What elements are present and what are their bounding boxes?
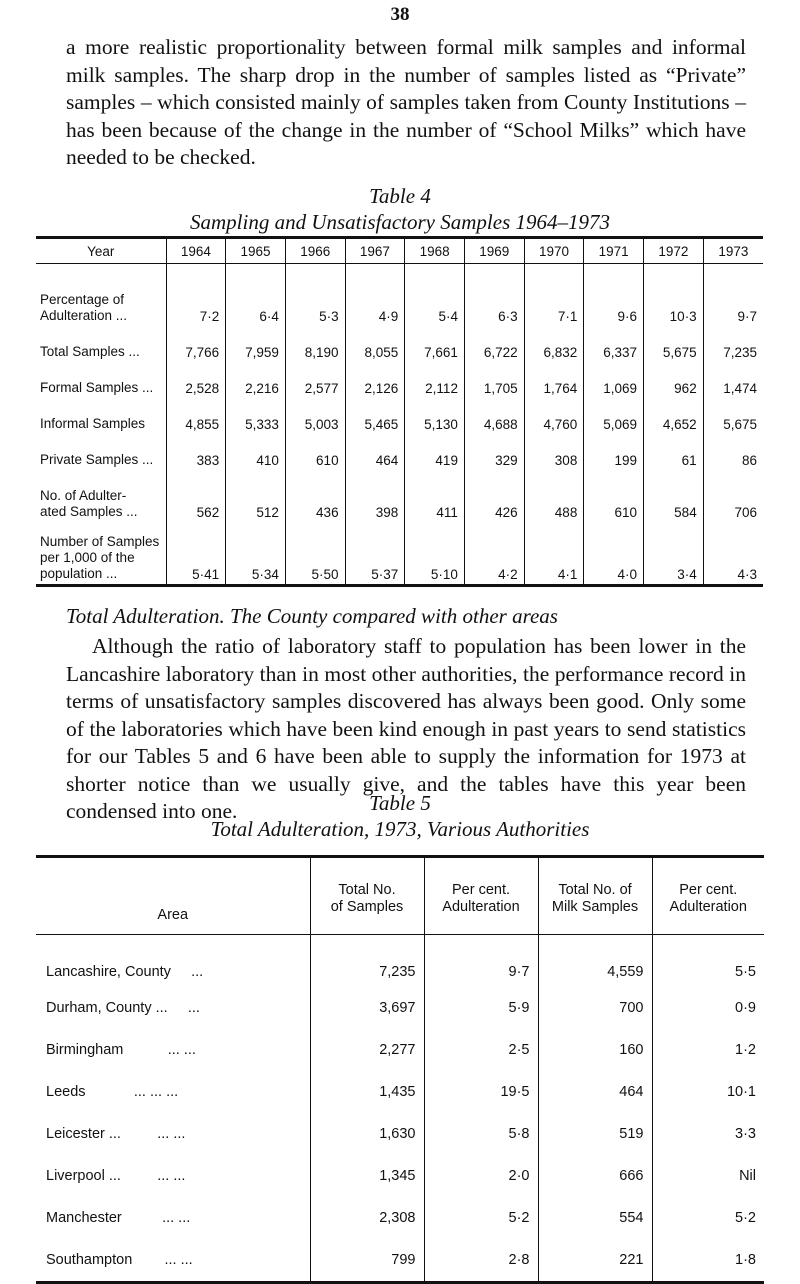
table4-cell: 1,069: [584, 362, 644, 398]
table5-area: Durham, County ... ...: [46, 1000, 200, 1016]
table5-area: Leicester ... ... ...: [46, 1126, 186, 1142]
table4-cell: 3·4: [644, 522, 704, 586]
table4-cell: 86: [703, 434, 763, 470]
table5-caption-subtitle: Total Adulteration, 1973, Various Authorities: [210, 817, 590, 841]
table5-milk: 666: [538, 1155, 652, 1197]
table5-header-area: Area: [36, 857, 310, 935]
table5-milk: 519: [538, 1113, 652, 1155]
table4-cell: 436: [285, 470, 345, 522]
table4: [36, 236, 763, 587]
table5-header-percent-adulteration: Per cent. Adulteration: [424, 857, 538, 935]
table-row: [36, 1029, 764, 1071]
table4-row-label: Informal Samples: [40, 415, 146, 431]
table4-cell: 4,760: [524, 398, 584, 434]
table4-cell: 5,675: [703, 398, 763, 434]
table5-total: 1,435: [310, 1071, 424, 1113]
table4-cell: 5,675: [644, 326, 704, 362]
table5-total: 1,630: [310, 1113, 424, 1155]
table5-milk-pct: Nil: [652, 1155, 764, 1197]
table5-total: 2,308: [310, 1197, 424, 1239]
table4-row-label: Percentage of Adulteration ...: [40, 291, 128, 323]
table4-cell: 6,722: [464, 326, 524, 362]
table4-year-cell: 1966: [285, 238, 345, 264]
table5-total: 3,697: [310, 987, 424, 1029]
table5-area: Lancashire, County ...: [46, 964, 204, 980]
table4-cell: 962: [644, 362, 704, 398]
table4-cell: 7·1: [524, 264, 584, 326]
table4-cell: 8,055: [345, 326, 405, 362]
table4-cell: 8,190: [285, 326, 345, 362]
table-row: [36, 1197, 764, 1239]
table4-year-cell: 1970: [524, 238, 584, 264]
table5-pct: 5·8: [424, 1113, 538, 1155]
table5-pct: 5·2: [424, 1197, 538, 1239]
table4-cell: 308: [524, 434, 584, 470]
table5-pct: 2·8: [424, 1239, 538, 1283]
table4-cell: 410: [226, 434, 286, 470]
table5-milk: 160: [538, 1029, 652, 1071]
table4-cell: 610: [285, 434, 345, 470]
table4-cell: 2,528: [166, 362, 226, 398]
table4-cell: 5·41: [166, 522, 226, 586]
table4-cell: 1,474: [703, 362, 763, 398]
table-row: [36, 326, 763, 362]
table5-milk-pct: 5·2: [652, 1197, 764, 1239]
table4-cell: 5,069: [584, 398, 644, 434]
table5-area: Southampton ... ...: [36, 1239, 310, 1283]
table4-cell: 398: [345, 470, 405, 522]
table4-row-label: Private Samples ...: [40, 451, 154, 467]
table4-cell: 2,216: [226, 362, 286, 398]
table4-cell: 512: [226, 470, 286, 522]
table4-cell: 383: [166, 434, 226, 470]
table5-total: 799: [310, 1239, 424, 1283]
table4-cell: 5,003: [285, 398, 345, 434]
table4-cell: 419: [405, 434, 465, 470]
table5-pct: 2·0: [424, 1155, 538, 1197]
table4-cell: 7,661: [405, 326, 465, 362]
table4-year-cell: 1964: [166, 238, 226, 264]
table4-cell: 7,766: [166, 326, 226, 362]
table4-cell: 610: [584, 470, 644, 522]
table4-cell: 329: [464, 434, 524, 470]
table4-cell: 584: [644, 470, 704, 522]
table4-cell: 426: [464, 470, 524, 522]
table-row: [36, 264, 763, 326]
table4-cell: 10·3: [644, 264, 704, 326]
table4-cell: 5·3: [285, 264, 345, 326]
table5-area: Birmingham ... ...: [46, 1042, 196, 1058]
table5-milk: 221: [538, 1239, 652, 1283]
table4-cell: 4·2: [464, 522, 524, 586]
table5-caption-title: Table 5: [369, 791, 431, 815]
table-row: [36, 522, 763, 586]
table5-total: 2,277: [310, 1029, 424, 1071]
table4-year-cell: 1972: [644, 238, 704, 264]
table5-milk: 700: [538, 987, 652, 1029]
table5-area: Liverpool ... ... ...: [46, 1168, 186, 1184]
table4-year-cell: 1973: [703, 238, 763, 264]
table5-pct: 19·5: [424, 1071, 538, 1113]
table5-header-row: [36, 857, 764, 935]
table4-cell: 464: [345, 434, 405, 470]
table5-milk: 464: [538, 1071, 652, 1113]
table4-cell: 7,235: [703, 326, 763, 362]
table4-cell: 5·50: [285, 522, 345, 586]
table4-cell: 2,577: [285, 362, 345, 398]
table4-cell: 6,337: [584, 326, 644, 362]
table4-cell: 2,126: [345, 362, 405, 398]
table5-milk-pct: 5·5: [652, 935, 764, 988]
table4-year-header: Year: [36, 238, 166, 264]
table-row: [36, 987, 764, 1029]
table4-cell: 488: [524, 470, 584, 522]
table4-cell: 5,333: [226, 398, 286, 434]
table4-caption-title: Table 4: [369, 184, 431, 208]
table5-pct: 5·9: [424, 987, 538, 1029]
table4-cell: 562: [166, 470, 226, 522]
table4-row-label: Formal Samples ...: [40, 379, 154, 395]
table5-milk: 554: [538, 1197, 652, 1239]
table5-milk: 4,559: [538, 935, 652, 988]
table4-cell: 4,855: [166, 398, 226, 434]
table5-total: 7,235: [310, 935, 424, 988]
table4-cell: 411: [405, 470, 465, 522]
table-row: [36, 362, 763, 398]
table-row: [36, 935, 764, 988]
table4-cell: 5·34: [226, 522, 286, 586]
table4-row-label: No. of Adulter- ated Samples ...: [40, 487, 138, 519]
table4-cell: 5·37: [345, 522, 405, 586]
table4-cell: 9·6: [584, 264, 644, 326]
table4-cell: 199: [584, 434, 644, 470]
table4-cell: 4·0: [584, 522, 644, 586]
table4-year-cell: 1968: [405, 238, 465, 264]
table4-cell: 1,705: [464, 362, 524, 398]
table4-cell: 2,112: [405, 362, 465, 398]
table4-cell: 4·3: [703, 522, 763, 586]
table5: [36, 855, 764, 1284]
table5-area: Leeds ... ... ...: [46, 1084, 179, 1100]
table4-year-cell: 1967: [345, 238, 405, 264]
table5-pct: 2·5: [424, 1029, 538, 1071]
table4-cell: 4,688: [464, 398, 524, 434]
table4-cell: 4,652: [644, 398, 704, 434]
table5-milk-pct: 1·8: [652, 1239, 764, 1283]
table4-year-cell: 1971: [584, 238, 644, 264]
table4-header-row: [36, 238, 763, 264]
table5-milk-pct: 3·3: [652, 1113, 764, 1155]
table4-cell: 6·4: [226, 264, 286, 326]
section-paragraph: Although the ratio of laboratory staff to population has been lower in the Lancashire laboratory than in most other authorities, the performance record in terms of unsatisfactory samples discovered has always been good. Only some of the laboratories which have been kind enough in past years to send statistics for our Tables 5 and 6 have been able to supply the information for 1973 at shorter notice than we usually give, and the tables have this year been condensed into one.: [66, 634, 746, 823]
table5-milk-pct: 1·2: [652, 1029, 764, 1071]
table5-area: Manchester ... ...: [46, 1210, 191, 1226]
intro-paragraph: a more realistic proportionality between formal milk samples and informal milk samples. The sharp drop in the number of samples listed as “Private” samples – which consisted mainly of samples taken from County Institutions – has been because of the change in the number of “School Milks” which have needed to be checked.: [66, 35, 746, 169]
table5-total: 1,345: [310, 1155, 424, 1197]
table4-cell: 1,764: [524, 362, 584, 398]
table4-cell: 5·4: [405, 264, 465, 326]
table4-cell: 6·3: [464, 264, 524, 326]
table4-cell: 7·2: [166, 264, 226, 326]
table4-year-cell: 1969: [464, 238, 524, 264]
table4-cell: 4·9: [345, 264, 405, 326]
table4-cell: 61: [644, 434, 704, 470]
table4-row-label: Number of Samples per 1,000 of the population ...: [36, 522, 166, 586]
table4-cell: 4·1: [524, 522, 584, 586]
table4-caption-subtitle: Sampling and Unsatisfactory Samples 1964–1973: [190, 210, 610, 234]
table-row: [36, 1155, 764, 1197]
table-row: [36, 470, 763, 522]
table5-milk-pct: 0·9: [652, 987, 764, 1029]
table4-cell: 706: [703, 470, 763, 522]
table-row: [36, 434, 763, 470]
table5-header-milk-percent: Per cent. Adulteration: [652, 857, 764, 935]
table4-cell: 6,832: [524, 326, 584, 362]
table4-cell: 5,130: [405, 398, 465, 434]
table-row: [36, 1113, 764, 1155]
table4-cell: 7,959: [226, 326, 286, 362]
section-heading: Total Adulteration. The County compared with other areas: [66, 604, 558, 628]
table5-pct: 9·7: [424, 935, 538, 988]
table5-header-milk-samples: Total No. of Milk Samples: [538, 857, 652, 935]
table-row: [36, 1071, 764, 1113]
table4-year-cell: 1965: [226, 238, 286, 264]
table5-header-total-samples: Total No. of Samples: [310, 857, 424, 935]
table4-cell: 5·10: [405, 522, 465, 586]
table4-cell: 5,465: [345, 398, 405, 434]
table4-row-label: Total Samples ...: [40, 343, 140, 359]
table-row: [36, 398, 763, 434]
table4-cell: 9·7: [703, 264, 763, 326]
table5-milk-pct: 10·1: [652, 1071, 764, 1113]
page-number: 38: [390, 4, 410, 25]
